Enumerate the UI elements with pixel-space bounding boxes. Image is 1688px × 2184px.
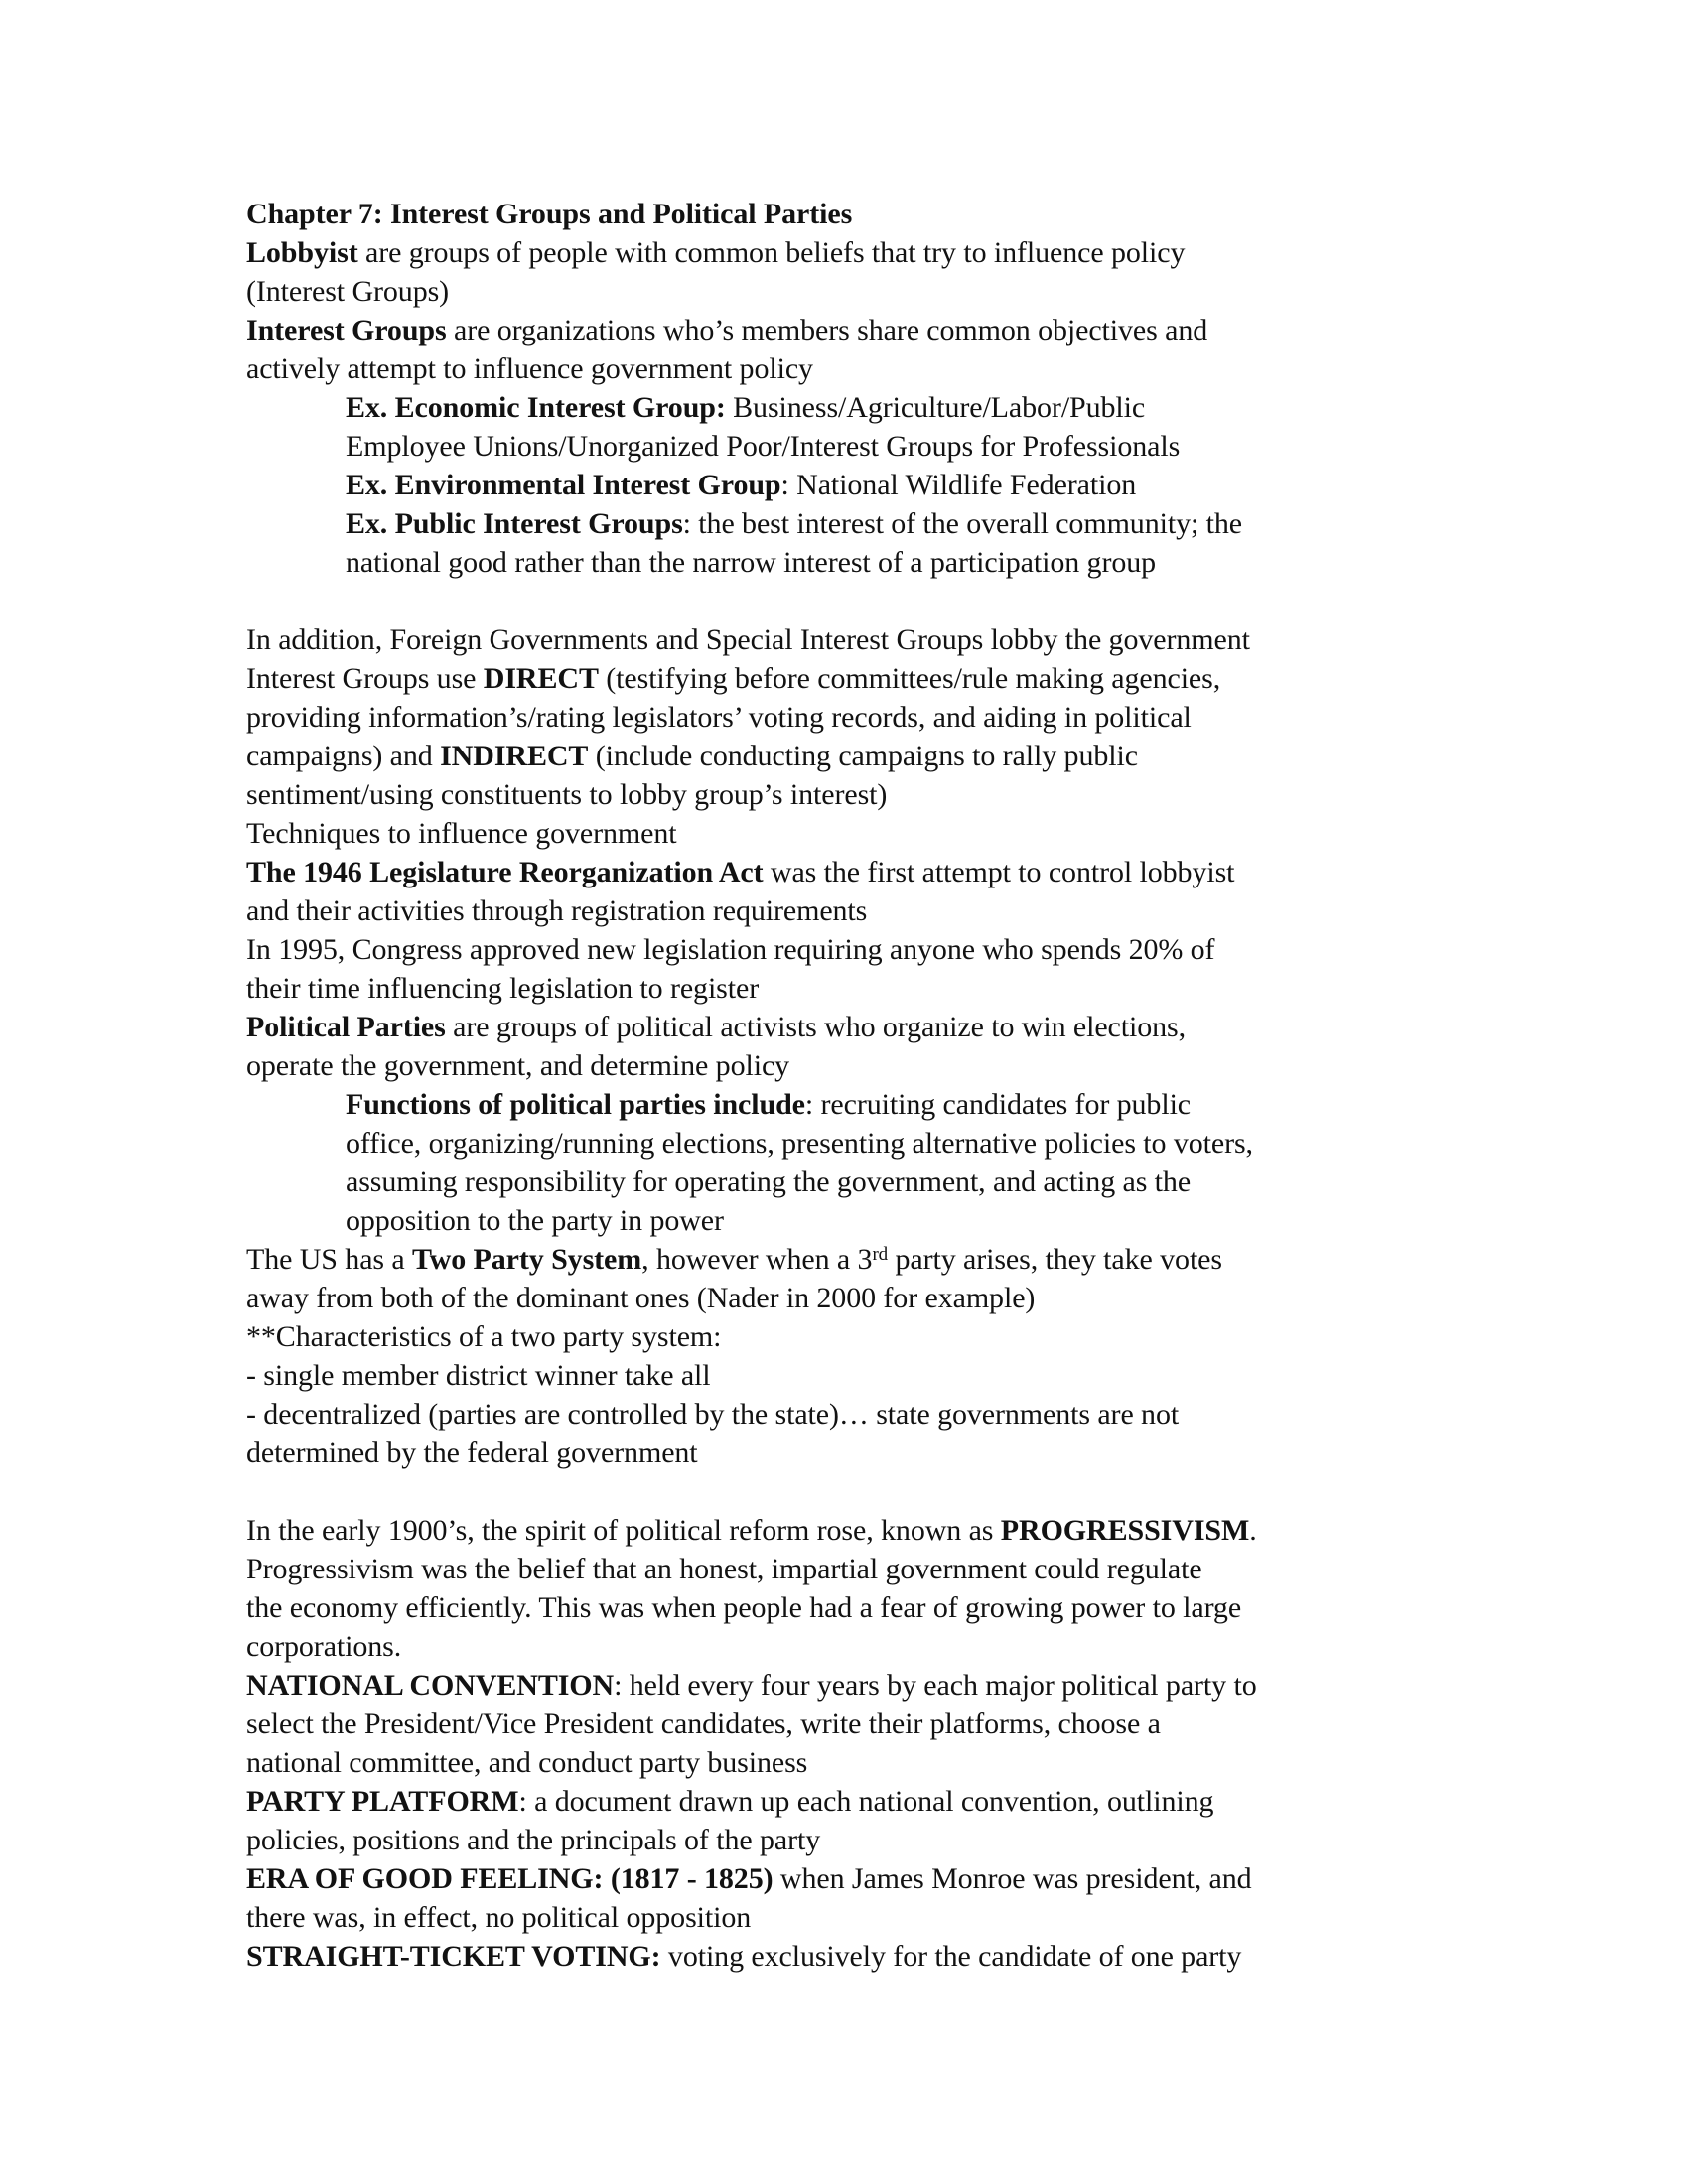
body-text: - single member district winner take all xyxy=(246,1359,711,1392)
body-text: select the President/Vice President candidates, write their platforms, choose a xyxy=(246,1707,1161,1740)
body-text: , however when a 3 xyxy=(641,1243,873,1276)
body-text: their time influencing legislation to register xyxy=(246,972,760,1005)
bold-text: NATIONAL CONVENTION xyxy=(246,1669,615,1702)
text-line xyxy=(246,1743,1477,1782)
text-line xyxy=(246,814,1477,853)
text-line xyxy=(246,1240,1477,1279)
text-line xyxy=(246,1705,1477,1743)
body-text: : recruiting candidates for public xyxy=(804,1088,1192,1121)
body-text: (testifying before committees/rule making agencies, xyxy=(598,662,1221,695)
body-text: Progressivism was the belief that an honest, impartial government could regulate xyxy=(246,1553,1202,1585)
bold-text: PARTY PLATFORM xyxy=(246,1785,519,1818)
text-line xyxy=(246,620,1477,659)
bold-text: PROGRESSIVISM xyxy=(1000,1514,1250,1547)
body-text: corporations. xyxy=(246,1630,402,1663)
text-line xyxy=(346,543,1477,582)
text-line xyxy=(246,233,1477,272)
body-text: assuming responsibility for operating the government, and acting as the xyxy=(346,1165,1192,1198)
text-line xyxy=(246,930,1477,969)
body-text: Business/Agriculture/Labor/Public xyxy=(725,391,1146,424)
bold-text: Ex. Economic Interest Group: xyxy=(346,391,726,424)
body-text: sentiment/using constituents to lobby group’s interest) xyxy=(246,778,888,811)
body-text: opposition to the party in power xyxy=(346,1204,724,1237)
text-line xyxy=(246,1550,1477,1588)
body-text: there was, in effect, no political opposition xyxy=(246,1901,752,1934)
body-text: In 1995, Congress approved new legislation requiring anyone who spends 20% of xyxy=(246,933,1215,966)
body-text: campaigns) and xyxy=(246,740,441,772)
body-text: and their activities through registration requirements xyxy=(246,894,868,927)
text-line xyxy=(246,1859,1477,1898)
body-text: : National Wildlife Federation xyxy=(780,469,1137,501)
text-line xyxy=(346,388,1477,427)
bold-text: Two Party System xyxy=(412,1243,642,1276)
text-line xyxy=(246,1588,1477,1627)
body-text: the economy efficiently. This was when people had a fear of growing power to large xyxy=(246,1591,1242,1624)
text-line xyxy=(246,891,1477,930)
text-line xyxy=(346,504,1477,543)
text-line xyxy=(246,272,1477,311)
text-line xyxy=(246,1898,1477,1937)
body-text: In the early 1900’s, the spirit of political reform rose, known as xyxy=(246,1514,1001,1547)
body-text: voting exclusively for the candidate of one party xyxy=(660,1940,1242,1973)
text-line xyxy=(246,853,1477,891)
body-text: operate the government, and determine policy xyxy=(246,1049,790,1082)
bold-text: DIRECT xyxy=(483,662,599,695)
text-line xyxy=(246,195,1477,233)
body-text: are groups of political activists who organize to win elections, xyxy=(445,1011,1186,1043)
body-text: - decentralized (parties are controlled by the state)… state governments are not xyxy=(246,1398,1180,1431)
bold-text: INDIRECT xyxy=(440,740,589,772)
bold-text: Ex. Environmental Interest Group xyxy=(346,469,781,501)
body-text: providing information’s/rating legislators’ voting records, and aiding in political xyxy=(246,701,1192,734)
bold-text: Interest Groups xyxy=(246,314,447,346)
text-line xyxy=(246,1666,1477,1705)
body-text: Employee Unions/Unorganized Poor/Interest Groups for Professionals xyxy=(346,430,1181,463)
text-line xyxy=(246,1627,1477,1666)
text-line xyxy=(346,1085,1477,1124)
body-text: : a document drawn up each national convention, outlining xyxy=(518,1785,1214,1818)
body-text: (include conducting campaigns to rally public xyxy=(588,740,1138,772)
body-text: Techniques to influence government xyxy=(246,817,677,850)
body-text: In addition, Foreign Governments and Special Interest Groups lobby the government xyxy=(246,623,1250,656)
text-line xyxy=(246,1433,1477,1472)
text-line xyxy=(246,1279,1477,1317)
superscript-text: rd xyxy=(872,1243,889,1265)
body-text: office, organizing/running elections, presenting alternative policies to voters, xyxy=(346,1127,1253,1160)
bold-text: STRAIGHT-TICKET VOTING: xyxy=(246,1940,661,1973)
text-line xyxy=(246,698,1477,737)
bold-text: Chapter 7: Interest Groups and Political Parties xyxy=(246,198,853,230)
text-line xyxy=(346,1162,1477,1201)
text-line xyxy=(246,1046,1477,1085)
body-text: national committee, and conduct party business xyxy=(246,1746,808,1779)
blank-line xyxy=(246,582,1477,620)
bold-text: Political Parties xyxy=(246,1011,446,1043)
text-line xyxy=(246,1782,1477,1821)
body-text: are organizations who’s members share common objectives and xyxy=(446,314,1208,346)
body-text: Interest Groups use xyxy=(246,662,484,695)
text-line xyxy=(246,1511,1477,1550)
body-text: away from both of the dominant ones (Nader in 2000 for example) xyxy=(246,1282,1036,1314)
body-text: The US has a xyxy=(246,1243,412,1276)
text-line xyxy=(346,1201,1477,1240)
body-text: national good rather than the narrow interest of a participation group xyxy=(346,546,1157,579)
document-text-block xyxy=(246,195,1477,1976)
text-line xyxy=(246,1317,1477,1356)
bold-text: Ex. Public Interest Groups xyxy=(346,507,683,540)
text-line xyxy=(246,1821,1477,1859)
text-line xyxy=(246,969,1477,1008)
body-text: policies, positions and the principals of the party xyxy=(246,1824,821,1856)
text-line xyxy=(246,775,1477,814)
body-text: : held every four years by each major political party to xyxy=(614,1669,1257,1702)
body-text: actively attempt to influence government policy xyxy=(246,352,813,385)
body-text: : the best interest of the overall community; the xyxy=(682,507,1242,540)
body-text: are groups of people with common beliefs that try to influence policy xyxy=(357,236,1186,269)
bold-text: ERA OF GOOD FEELING: (1817 - 1825) xyxy=(246,1862,774,1895)
text-line xyxy=(346,1124,1477,1162)
text-line xyxy=(246,1937,1477,1976)
body-text: (Interest Groups) xyxy=(246,275,450,308)
body-text: determined by the federal government xyxy=(246,1436,698,1469)
bold-text: The 1946 Legislature Reorganization Act xyxy=(246,856,764,888)
body-text: when James Monroe was president, and xyxy=(773,1862,1252,1895)
body-text: . xyxy=(1249,1514,1257,1547)
text-line xyxy=(246,1356,1477,1395)
text-line xyxy=(246,349,1477,388)
text-line xyxy=(346,466,1477,504)
text-line xyxy=(246,659,1477,698)
text-line xyxy=(246,1395,1477,1433)
text-line xyxy=(246,737,1477,775)
body-text: was the first attempt to control lobbyist xyxy=(763,856,1235,888)
body-text: party arises, they take votes xyxy=(888,1243,1222,1276)
bold-text: Lobbyist xyxy=(246,236,358,269)
text-line xyxy=(246,311,1477,349)
blank-line xyxy=(246,1472,1477,1511)
bold-text: Functions of political parties include xyxy=(346,1088,805,1121)
body-text: **Characteristics of a two party system: xyxy=(246,1320,722,1353)
text-line xyxy=(346,427,1477,466)
text-line xyxy=(246,1008,1477,1046)
